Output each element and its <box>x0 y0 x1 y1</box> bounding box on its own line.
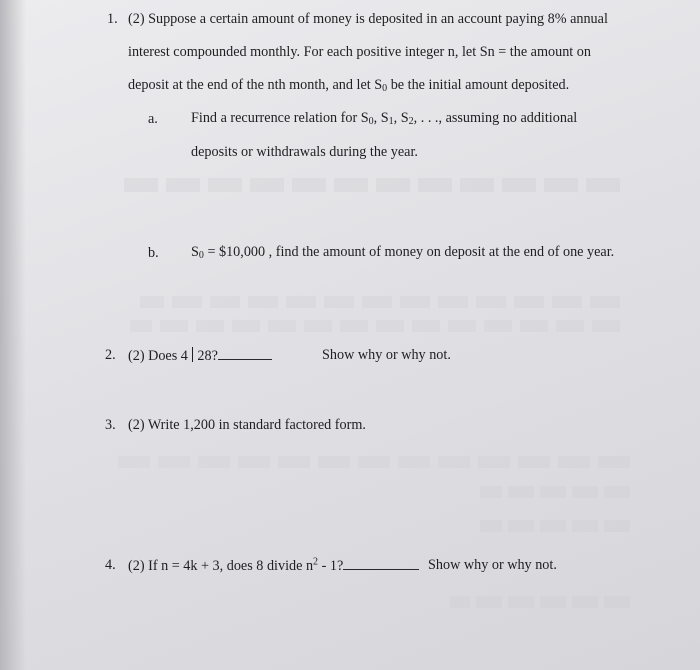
question-2-tail: Show why or why not. <box>322 347 451 363</box>
question-3-points: (2) <box>128 417 145 433</box>
question-3-number: 3. <box>105 417 116 433</box>
bleed-through-texture <box>480 486 630 498</box>
bleed-through-texture <box>130 320 620 332</box>
question-4-line <box>128 557 419 575</box>
bleed-through-texture <box>450 596 630 608</box>
bleed-through-texture <box>480 520 630 532</box>
n-squared-exponent: 2 <box>313 556 319 568</box>
question-1-line-3-post: be the initial amount deposited. <box>387 77 570 93</box>
part-b-label: b. <box>148 245 159 261</box>
question-1-points: (2) <box>128 11 145 27</box>
question-4-points: (2) <box>128 558 145 574</box>
part-b-post: = $10,000 , find the amount of money on deposit at the end of one year. <box>203 244 615 260</box>
part-a-label: a. <box>148 111 158 127</box>
question-3-line <box>128 417 366 434</box>
question-1-line-3-pre: deposit at the end of the nth month, and let S <box>128 77 383 93</box>
question-2-pre: Does 4 <box>148 348 188 364</box>
page-edge-shadow <box>0 0 26 670</box>
s2-subscript: 2 <box>408 116 414 127</box>
question-4-number: 4. <box>105 557 116 573</box>
s1-subscript: 1 <box>388 116 394 127</box>
question-1-line-3 <box>128 77 569 94</box>
question-1-text-1: Suppose a certain amount of money is deposited in an account paying 8% annual <box>148 11 608 27</box>
question-2-points: (2) <box>128 348 145 364</box>
question-4-pre: If n = 4k + 3, does 8 divide n <box>148 558 314 574</box>
question-2-post: 28? <box>197 348 218 364</box>
question-4-tail: Show why or why not. <box>428 557 557 573</box>
bleed-through-texture <box>140 296 620 308</box>
question-4-post: - 1? <box>318 558 344 574</box>
part-a-line-1-post: , . . ., assuming no additional <box>413 110 578 126</box>
s0-subscript: 0 <box>382 83 388 94</box>
question-1-line-2: interest compounded monthly. For each positive integer n, let Sn = the amount on <box>128 44 591 60</box>
answer-blank <box>218 347 272 360</box>
question-2-number: 2. <box>105 347 116 363</box>
part-b-pre: S <box>191 244 199 260</box>
bleed-through-texture <box>120 178 620 192</box>
question-3-text: Write 1,200 in standard factored form. <box>147 417 366 433</box>
answer-blank <box>343 557 419 570</box>
question-2-line <box>128 347 272 365</box>
question-1-number: 1. <box>107 11 118 27</box>
part-a-line-1-pre: Find a recurrence relation for S <box>191 110 369 126</box>
bleed-through-texture <box>110 456 630 468</box>
part-a-line-2: deposits or withdrawals during the year. <box>191 144 418 160</box>
divides-symbol <box>192 347 194 362</box>
s0-subscript: 0 <box>368 116 374 127</box>
question-1-line-1 <box>128 11 608 28</box>
s0-subscript: 0 <box>198 250 204 261</box>
part-b-text <box>191 244 614 261</box>
part-a-line-1: Find a recurrence relation for $S_0$, $S_1$, $S_2$, . . ., assuming no additional <box>191 110 578 127</box>
